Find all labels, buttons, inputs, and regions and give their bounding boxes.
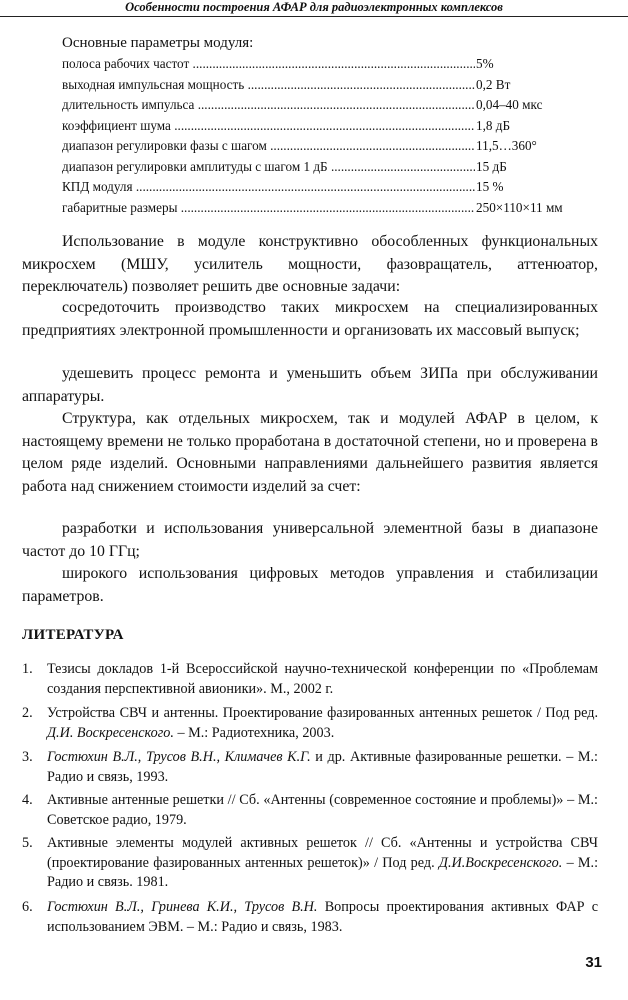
reference-item (22, 791, 598, 830)
reference-text (47, 834, 598, 893)
param-name: длительность импульса ..... (62, 96, 475, 114)
body-paragraph: Структура, как отдельных микросхем, так и модулей АФАР в целом, к настоящему времени не только проработана в достаточной степени, но и проверена в целом ряде изделий. Основными направлениями дальнейшего развития является работа над снижением стоимости изделий за счет: (22, 410, 598, 495)
param-value: 0,2 Вт (476, 76, 511, 92)
reference-body: Устройства СВЧ и антенны. Проектирование фазированных антенных решеток / Под ред. (47, 705, 598, 721)
reference-number: 5. (22, 835, 33, 851)
reference-body: Активные элементы модулей активных решеток // Сб. «Антенны и устройства СВЧ (проектирование фазированных антенных решеток)» / Под ред. (47, 835, 598, 871)
reference-item (22, 704, 598, 743)
parameters-heading: Основные параметры модуля: (62, 35, 254, 51)
param-name: КПД модуля ..... (62, 178, 475, 196)
body-paragraph: широкого использования цифровых методов управления и стабилизации параметров. (22, 565, 598, 605)
body-paragraph: Использование в модуле конструктивно обособленных функциональных микросхем (МШУ, усилитель мощности, фазовращатель, аттенюатор, переключатель) позволяет решить две основные задачи: (22, 233, 598, 295)
reference-tail: – М.: Радио и связь. 1981. (47, 854, 599, 890)
param-row (62, 55, 592, 73)
reference-number: 2. (22, 705, 33, 721)
param-row (62, 137, 592, 155)
page-number: 31 (585, 954, 602, 971)
param-name: диапазон регулировки фазы с шагом ..... (62, 137, 475, 155)
reference-tail: – М.: Радиотехника, 2003. (177, 724, 335, 741)
reference-body: Тезисы докладов 1-й Всероссийской научно-технической конференции по «Проблемам создания перспективной авионики». М., 2002 г. (47, 661, 598, 697)
header-rule (0, 16, 628, 17)
reference-text (47, 660, 598, 699)
param-value: 5% (476, 56, 494, 71)
reference-item (22, 748, 598, 787)
reference-number: 3. (22, 749, 33, 765)
param-row (62, 76, 592, 94)
param-row (62, 158, 592, 176)
reference-body: и др. Активные фазированные решетки. – М.: Радио и связь, 1993. (47, 749, 598, 785)
param-name: полоса рабочих частот ..... (62, 55, 475, 73)
param-value: 11,5…360° (476, 138, 537, 153)
param-value: 15 дБ (476, 158, 507, 174)
param-value: 15 % (476, 179, 504, 194)
param-value: 1,8 дБ (476, 117, 511, 133)
body-paragraph: сосредоточить производство таких микросхем на специализированных предприятиях электронной промышленности и организовать их массовый выпуск; (22, 299, 598, 339)
param-name: выходная импульсная мощность ..... (62, 76, 475, 94)
literature-heading: ЛИТЕРАТУРА (22, 627, 124, 643)
param-row (62, 199, 592, 217)
reference-text (47, 791, 598, 830)
reference-editor: Д.И. Воскресенского. (47, 724, 174, 741)
reference-item (22, 660, 598, 699)
reference-text (47, 704, 598, 743)
body-paragraph: разработки и использования универсальной элементной базы в диапазоне частот до 10 ГГц; (22, 520, 598, 560)
reference-authors: Гостюхин В.Л., Гринева К.И., Трусов В.Н. (47, 899, 318, 915)
running-header: Особенности построения АФАР для радиоэлектронных комплексов (125, 0, 503, 14)
reference-item (22, 834, 598, 893)
reference-number: 4. (22, 792, 33, 808)
reference-authors: Гостюхин В.Л., Трусов В.Н., Климачев К.Г. (47, 749, 311, 765)
reference-number: 6. (22, 899, 33, 915)
param-value: 0,04–40 мкс (476, 97, 543, 112)
reference-text (47, 748, 598, 787)
reference-text (47, 898, 598, 937)
reference-body: Вопросы проектирования активных ФАР с использованием ЭВМ. – М.: Радио и связь, 1983. (47, 899, 599, 935)
body-paragraph: удешевить процесс ремонта и уменьшить объем ЗИПа при обслуживании аппаратуры. (22, 365, 598, 405)
param-row (62, 96, 592, 114)
reference-body: Активные антенные решетки // Сб. «Антенны (современное состояние и проблемы)» – М.: Советское радио, 1979. (47, 792, 598, 828)
param-row (62, 178, 592, 196)
param-row (62, 117, 592, 135)
reference-number: 1. (22, 661, 33, 677)
param-name: коэффициент шума ..... (62, 117, 475, 135)
param-value: 250×110×11 мм (476, 199, 563, 215)
param-name: диапазон регулировки амплитуды с шагом 1 дБ ..... (62, 158, 475, 176)
param-name: габаритные размеры ..... (62, 199, 475, 217)
reference-item (22, 898, 598, 937)
reference-editor: Д.И.Воскресенского. (438, 854, 563, 871)
